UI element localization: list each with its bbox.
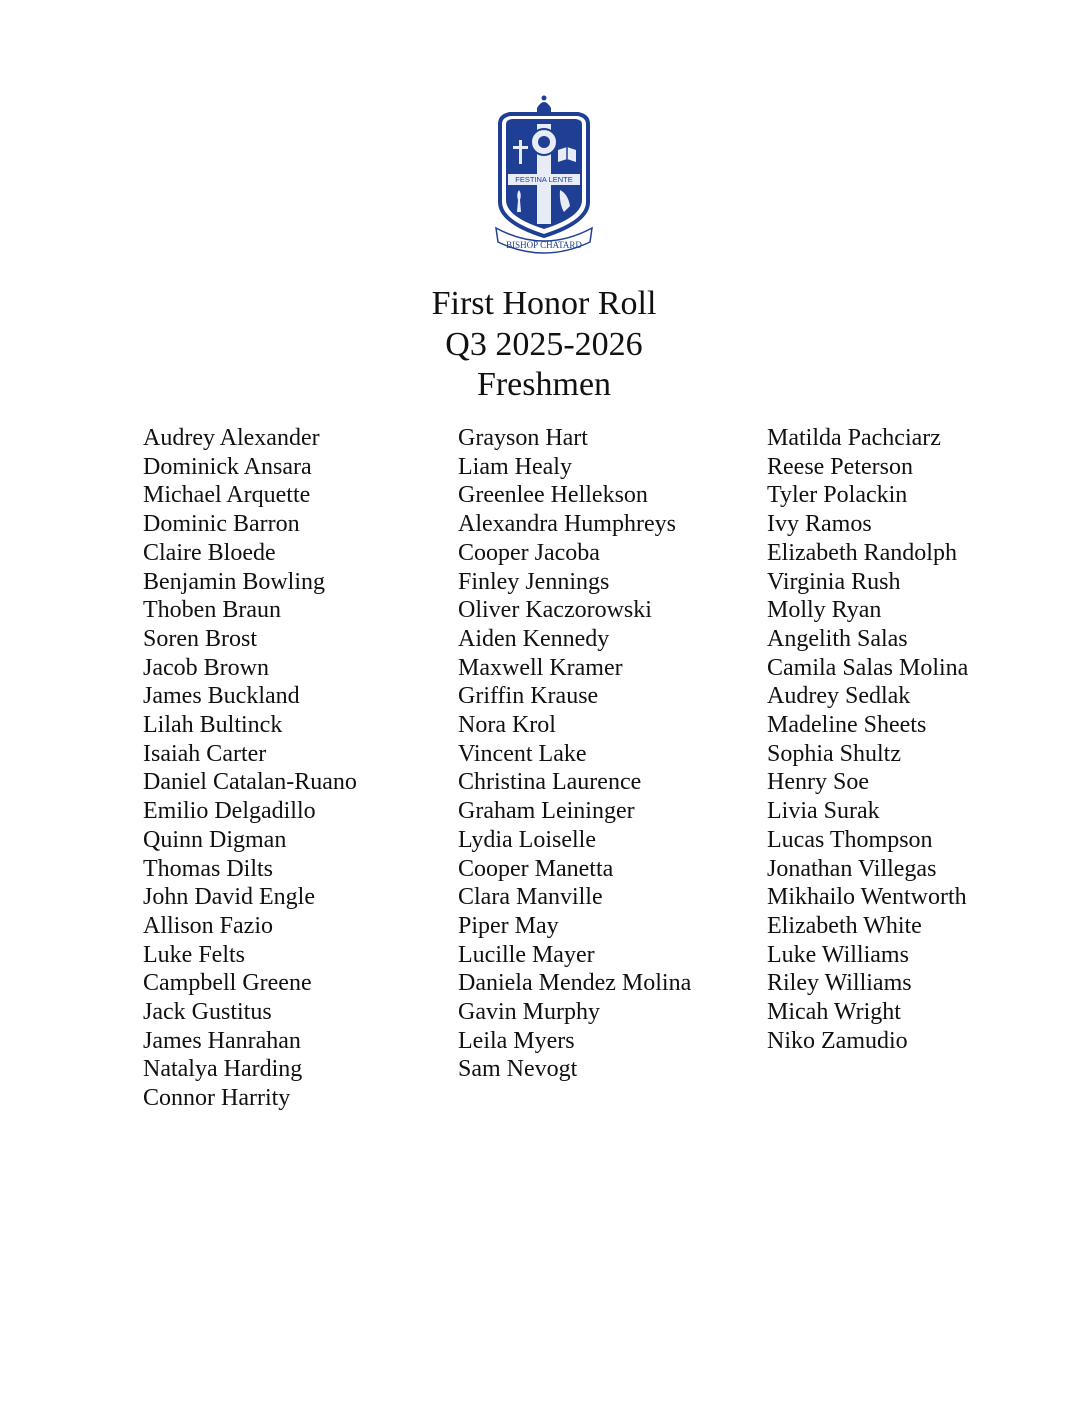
student-name: Lydia Loiselle xyxy=(458,826,596,853)
student-name: Ivy Ramos xyxy=(767,511,872,538)
student-name: Lucas Thompson xyxy=(767,826,933,853)
student-name: Luke Felts xyxy=(143,941,245,968)
student-name: Jack Gustitus xyxy=(143,999,272,1026)
student-name: Jacob Brown xyxy=(143,654,269,681)
student-name: Virginia Rush xyxy=(767,568,901,595)
student-name: Greenlee Hellekson xyxy=(458,482,648,509)
student-name: Claire Bloede xyxy=(143,539,276,566)
student-name: Dominic Barron xyxy=(143,511,300,538)
student-name: Angelith Salas xyxy=(767,625,908,652)
student-name: Leila Myers xyxy=(458,1027,575,1054)
student-name: Matilda Pachciarz xyxy=(767,425,941,451)
crest-banner: BISHOP CHATARD xyxy=(506,240,582,250)
student-name: Nora Krol xyxy=(458,712,556,739)
student-name: Grayson Hart xyxy=(458,425,588,451)
student-name: Micah Wright xyxy=(767,999,901,1026)
student-name: Elizabeth White xyxy=(767,912,922,939)
student-name: Finley Jennings xyxy=(458,568,610,595)
student-name: Cooper Manetta xyxy=(458,855,614,882)
student-name: Livia Surak xyxy=(767,798,880,825)
student-name: Clara Manville xyxy=(458,884,603,911)
student-name: Natalya Harding xyxy=(143,1056,303,1083)
student-name: Luke Williams xyxy=(767,941,909,968)
student-name: Christina Laurence xyxy=(458,769,642,796)
name-column-2 xyxy=(458,424,691,1084)
page-title: First Honor Roll xyxy=(431,285,657,322)
student-name: Cooper Jacoba xyxy=(458,539,600,566)
student-name: Liam Healy xyxy=(458,453,572,480)
student-name: James Hanrahan xyxy=(143,1027,301,1054)
student-name: John David Engle xyxy=(143,884,315,911)
student-name: Gavin Murphy xyxy=(458,999,600,1026)
student-name: Audrey Alexander xyxy=(143,425,320,451)
class-label: Freshmen xyxy=(476,366,612,403)
student-name: Reese Peterson xyxy=(767,453,913,480)
student-name: Maxwell Kramer xyxy=(458,654,623,681)
student-name: Emilio Delgadillo xyxy=(143,798,316,825)
student-name: Lilah Bultinck xyxy=(143,712,283,739)
student-name: Niko Zamudio xyxy=(767,1027,908,1054)
name-column-3 xyxy=(767,424,968,1055)
student-name: James Buckland xyxy=(143,683,300,710)
student-name: Camila Salas Molina xyxy=(767,654,969,681)
student-name: Madeline Sheets xyxy=(767,712,927,739)
quarter-label: Q3 2025-2026 xyxy=(445,325,643,363)
student-name: Oliver Kaczorowski xyxy=(458,597,652,624)
student-name: Daniela Mendez Molina xyxy=(458,970,692,997)
student-name: Thoben Braun xyxy=(143,597,281,624)
student-name: Alexandra Humphreys xyxy=(458,511,676,538)
student-name: Thomas Dilts xyxy=(143,855,273,882)
student-name: Michael Arquette xyxy=(143,482,311,509)
student-name: Soren Brost xyxy=(143,625,257,652)
student-name: Jonathan Villegas xyxy=(767,855,937,882)
student-name: Tyler Polackin xyxy=(767,482,908,509)
student-name: Riley Williams xyxy=(767,970,912,997)
student-name: Molly Ryan xyxy=(767,597,882,624)
honor-roll-heading xyxy=(0,284,1088,406)
student-name: Connor Harrity xyxy=(143,1085,291,1112)
student-name: Graham Leininger xyxy=(458,798,635,825)
student-name: Henry Soe xyxy=(767,769,869,796)
student-name: Dominick Ansara xyxy=(143,453,312,480)
student-name: Mikhailo Wentworth xyxy=(767,884,967,911)
student-name: Campbell Greene xyxy=(143,970,312,997)
student-name: Daniel Catalan-Ruano xyxy=(143,769,357,796)
student-name: Sophia Shultz xyxy=(767,740,902,767)
student-name: Vincent Lake xyxy=(458,740,587,767)
student-name: Griffin Krause xyxy=(458,683,599,710)
name-column-1 xyxy=(143,424,357,1113)
student-name: Benjamin Bowling xyxy=(143,568,325,595)
student-name: Allison Fazio xyxy=(143,912,273,939)
student-name: Isaiah Carter xyxy=(143,740,267,767)
crest-motto: FESTINA LENTE xyxy=(515,175,573,184)
student-name: Sam Nevogt xyxy=(458,1056,578,1083)
student-name: Aiden Kennedy xyxy=(458,625,610,652)
school-crest-logo xyxy=(494,94,594,256)
student-name: Piper May xyxy=(458,912,559,939)
student-name: Audrey Sedlak xyxy=(767,683,911,710)
student-name: Elizabeth Randolph xyxy=(767,539,957,566)
student-name: Quinn Digman xyxy=(143,826,287,853)
student-name: Lucille Mayer xyxy=(458,941,595,968)
